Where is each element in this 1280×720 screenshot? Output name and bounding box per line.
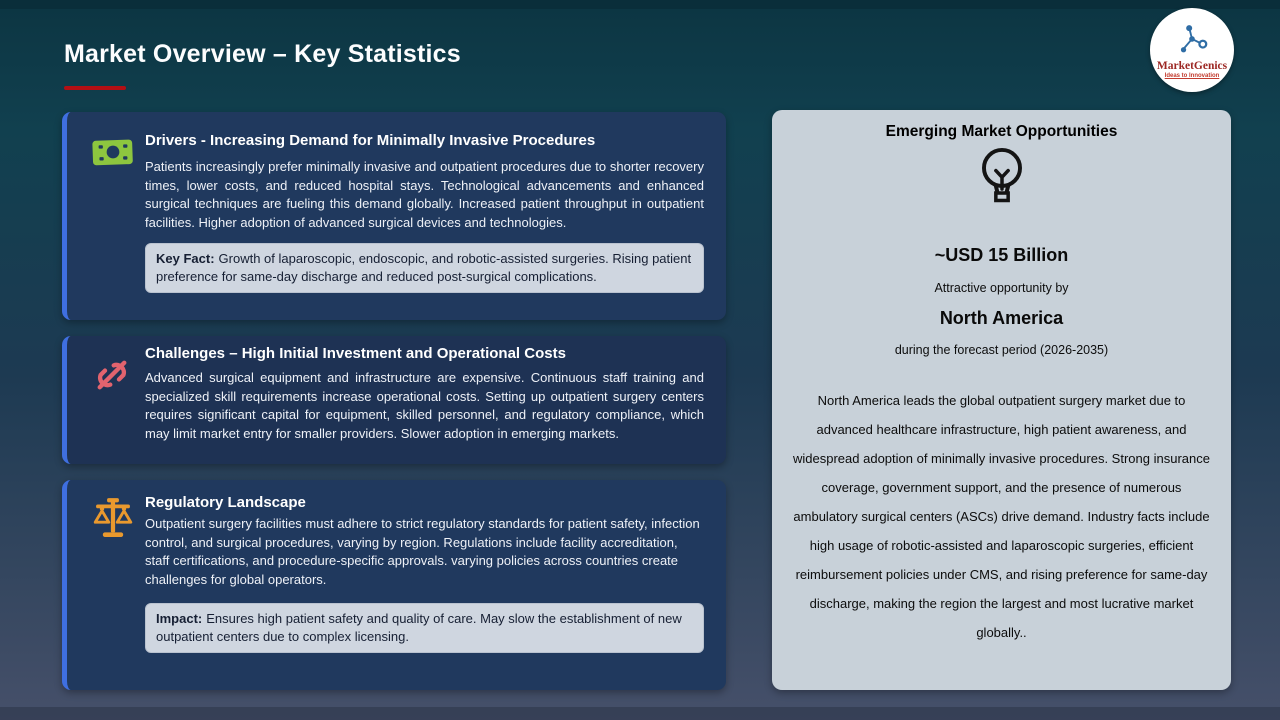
opportunity-region: North America	[939, 308, 1064, 328]
opportunity-value: ~USD 15 Billion	[934, 245, 1069, 265]
impact-text: Ensures high patient safety and quality of care. May slow the establishment of new outpatient centers due to complex licensing.	[156, 610, 682, 645]
scales-icon	[91, 496, 135, 545]
opportunity-description: North America leads the global outpatient surgery market due to advanced healthcare infrastructure, high patient awareness, and widespread adoption of minimally invasive procedures. Strong insurance coverage, government support, and the presence of numerous ambulatory surgical centers (ASCs) drive demand. Industry facts include high usage of robotic-assisted and laparoscopic surgeries, efficient reimbursement policies under CMS, and rising preference for same-day discharge, making the region the largest and most lucrative market globally..	[793, 393, 1210, 640]
card-drivers-title: Drivers - Increasing Demand for Minimally Invasive Procedures	[145, 132, 596, 149]
opportunity-panel-title: Emerging Market Opportunities	[885, 123, 1118, 140]
page-title: Market Overview – Key Statistics	[64, 40, 461, 68]
broken-link-icon	[91, 354, 133, 401]
bottom-edge-bar	[0, 707, 1280, 720]
impact-label: Impact:	[156, 610, 203, 626]
opportunity-period: during the forecast period (2026-2035)	[894, 343, 1109, 357]
logo	[1150, 8, 1234, 92]
card-regulatory	[62, 480, 726, 690]
top-edge-bar	[0, 0, 1280, 9]
card-challenges-body: Advanced surgical equipment and infrastructure are expensive. Continuous staff training and specialized skill requirements increase operational costs. Setting up outpatient surgery centers requires significant capital for equipment, skilled personnel, and regulatory compliance, which may limit market entry for smaller providers. Slower adoption in emerging markets.	[145, 370, 704, 442]
title-underline	[64, 86, 126, 90]
key-fact-callout	[145, 243, 704, 293]
card-drivers	[62, 112, 726, 320]
key-fact-label: Key Fact:	[156, 250, 215, 266]
logo-name: MarketGenics	[1156, 59, 1228, 72]
impact-callout	[145, 603, 704, 653]
logo-tagline: Ideas to Innovation	[1164, 72, 1220, 79]
opportunity-caption: Attractive opportunity by	[934, 281, 1069, 295]
card-challenges	[62, 336, 726, 464]
key-fact-text: Growth of laparoscopic, endoscopic, and robotic-assisted surgeries. Rising patient preference for same-day discharge and reduced post-surgical complications.	[156, 250, 692, 285]
card-regulatory-title: Regulatory Landscape	[145, 494, 306, 511]
opportunity-panel	[772, 110, 1231, 690]
card-challenges-title: Challenges – High Initial Investment and Operational Costs	[145, 345, 566, 362]
card-regulatory-body: Outpatient surgery facilities must adhere to strict regulatory standards for patient safety, infection control, and surgical procedures, varying by region. Regulations include facility accreditation, staff certifications, and procedure-specific approvals. varying policies across countries create challenges for global operators.	[145, 516, 700, 588]
banknote-icon	[91, 133, 135, 176]
molecule-network-icon	[1175, 22, 1209, 59]
card-drivers-body: Patients increasingly prefer minimally invasive and outpatient procedures due to shorter recovery times, lower costs, and reduced hospital stays. Technological advancements and enhanced surgical techniques are fueling this demand globally. Increased patient throughput in outpatient facilities. Higher adoption of advanced surgical devices and technologies.	[145, 159, 704, 231]
lightbulb-icon	[790, 146, 1213, 209]
